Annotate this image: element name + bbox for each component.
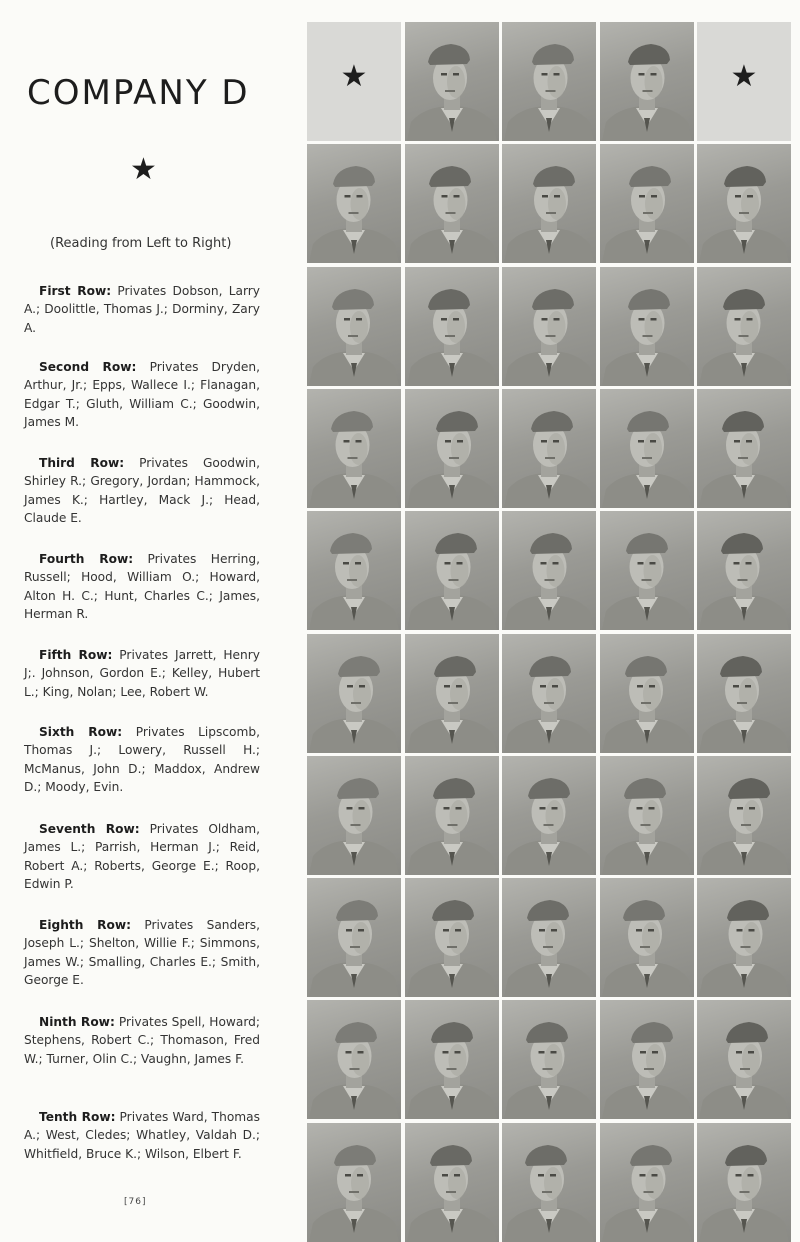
- row-label: Ninth Row:: [39, 1015, 115, 1029]
- soldier-portrait: [307, 389, 401, 508]
- portrait-photo: [502, 878, 596, 997]
- soldier-portrait: [697, 756, 791, 875]
- soldier-portrait: [405, 389, 499, 508]
- row-entry-first: [24, 282, 260, 337]
- row-label: Fifth Row:: [39, 648, 113, 662]
- portrait-photo: [697, 267, 791, 386]
- portrait-photo: [307, 634, 401, 753]
- soldier-portrait: [405, 878, 499, 997]
- soldier-portrait: [307, 1000, 401, 1119]
- soldier-portrait: [600, 756, 694, 875]
- row-label: Tenth Row:: [39, 1110, 116, 1124]
- star-ornament-icon: ★: [130, 152, 157, 187]
- portrait-photo: [502, 634, 596, 753]
- portrait-photo: [600, 389, 694, 508]
- page-number: [76]: [124, 1197, 147, 1207]
- soldier-portrait: [600, 634, 694, 753]
- row-label: Sixth Row:: [39, 725, 123, 739]
- portrait-photo: [600, 878, 694, 997]
- soldier-portrait: [502, 144, 596, 263]
- soldier-portrait: [307, 1123, 401, 1242]
- soldier-portrait: [502, 878, 596, 997]
- row-entry-fifth: [24, 646, 260, 701]
- portrait-photo: [697, 389, 791, 508]
- row-names: Privates Sanders, Joseph L.; Shelton, Willie F.; Simmons, James W.; Smalling, Charles E.; Smith, George E.: [24, 918, 260, 988]
- soldier-portrait: [502, 22, 596, 141]
- portrait-photo: [307, 1000, 401, 1119]
- portrait-photo: [307, 389, 401, 508]
- portrait-photo: [307, 144, 401, 263]
- row-names: Privates Dobson, Larry A.; Doolittle, Thomas J.; Dorminy, Zary A.: [24, 284, 261, 335]
- row-entry-tenth: [24, 1108, 260, 1163]
- portrait-photo: [697, 1123, 791, 1242]
- row-label: Fourth Row:: [39, 552, 134, 566]
- soldier-portrait: [307, 511, 401, 630]
- soldier-portrait: [600, 1123, 694, 1242]
- row-names: Privates Lipscomb, Thomas J.; Lowery, Russell H.; McManus, John D.; Maddox, Andrew D.; Moody, Evin.: [24, 725, 261, 795]
- row-label: Second Row:: [39, 360, 137, 374]
- row-label: First Row:: [39, 284, 112, 298]
- row-entry-ninth: [24, 1013, 260, 1068]
- portrait-photo: [405, 634, 499, 753]
- portrait-photo: [697, 878, 791, 997]
- portrait-photo: [600, 634, 694, 753]
- portrait-photo: [697, 1000, 791, 1119]
- portrait-photo: [600, 756, 694, 875]
- portrait-photo: [502, 1123, 596, 1242]
- portrait-photo: [307, 878, 401, 997]
- soldier-portrait: [502, 756, 596, 875]
- soldier-portrait: [600, 267, 694, 386]
- soldier-portrait: [502, 389, 596, 508]
- soldier-portrait: [502, 511, 596, 630]
- soldier-portrait: [600, 144, 694, 263]
- soldier-portrait: [697, 878, 791, 997]
- soldier-portrait: [697, 1000, 791, 1119]
- soldier-portrait: [307, 878, 401, 997]
- portrait-photo: [600, 1000, 694, 1119]
- soldier-portrait: [600, 1000, 694, 1119]
- reading-direction-note: (Reading from Left to Right): [50, 236, 232, 251]
- portrait-photo: [307, 267, 401, 386]
- row-label: Eighth Row:: [39, 918, 132, 932]
- portrait-photo: [405, 878, 499, 997]
- soldier-portrait: [405, 144, 499, 263]
- soldier-portrait: [307, 634, 401, 753]
- row-entry-fourth: [24, 550, 260, 624]
- soldier-portrait: [307, 756, 401, 875]
- page-title: COMPANY D: [27, 73, 250, 113]
- portrait-photo: [600, 144, 694, 263]
- portrait-photo: [502, 1000, 596, 1119]
- soldier-portrait: [405, 1000, 499, 1119]
- soldier-portrait: [697, 144, 791, 263]
- soldier-portrait: [600, 878, 694, 997]
- portrait-photo: [502, 511, 596, 630]
- portrait-photo: [405, 511, 499, 630]
- portrait-photo: [502, 756, 596, 875]
- portrait-photo: [502, 389, 596, 508]
- star-icon: ★: [730, 59, 758, 94]
- soldier-portrait: [502, 1000, 596, 1119]
- soldier-portrait: [697, 389, 791, 508]
- row-entry-second: [24, 358, 260, 432]
- portrait-photo: [697, 756, 791, 875]
- soldier-portrait: [697, 267, 791, 386]
- portrait-photo: [600, 22, 694, 141]
- portrait-photo: [405, 756, 499, 875]
- soldier-portrait: [600, 22, 694, 141]
- portrait-photo: [600, 267, 694, 386]
- portrait-photo: [307, 756, 401, 875]
- portrait-photo: [405, 22, 499, 141]
- portrait-photo: [502, 22, 596, 141]
- soldier-portrait: [600, 511, 694, 630]
- portrait-photo: [502, 267, 596, 386]
- row-entry-eighth: [24, 916, 260, 990]
- row-names: Privates Dryden, Arthur, Jr.; Epps, Wallece I.; Flanagan, Edgar T.; Gluth, William C.; Goodwin, James M.: [24, 360, 260, 430]
- soldier-portrait: [405, 267, 499, 386]
- row-entry-sixth: [24, 723, 260, 797]
- star-icon: ★: [340, 59, 368, 94]
- soldier-portrait: [697, 634, 791, 753]
- soldier-portrait: [697, 511, 791, 630]
- row-names: Privates Herring, Russell; Hood, William O.; Howard, Alton H. C.; Hunt, Charles C.; James, Herman R.: [24, 552, 260, 622]
- portrait-photo: [502, 144, 596, 263]
- row-entry-seventh: [24, 820, 260, 894]
- portrait-photo: [697, 634, 791, 753]
- soldier-portrait: [307, 267, 401, 386]
- portrait-photo: [600, 1123, 694, 1242]
- soldier-portrait: [405, 756, 499, 875]
- portrait-photo: [307, 511, 401, 630]
- star-ornament-cell: [697, 22, 791, 141]
- row-entry-third: [24, 454, 260, 528]
- portrait-photo: [697, 144, 791, 263]
- row-names: Privates Jarrett, Henry J;. Johnson, Gordon E.; Kelley, Hubert L.; King, Nolan; Lee, Robert W.: [24, 648, 260, 699]
- soldier-portrait: [502, 267, 596, 386]
- row-names: Privates Oldham, James L.; Parrish, Herman J.; Reid, Robert A.; Roberts, George E.; Roop, Edwin P.: [24, 822, 260, 892]
- portrait-photo: [405, 389, 499, 508]
- row-names: Privates Spell, Howard; Stephens, Robert C.; Thomason, Fred W.; Turner, Olin C.; Vaughn, James F.: [24, 1015, 261, 1066]
- soldier-portrait: [502, 1123, 596, 1242]
- soldier-portrait: [697, 1123, 791, 1242]
- soldier-portrait: [600, 389, 694, 508]
- portrait-photo: [405, 267, 499, 386]
- portrait-photo: [697, 511, 791, 630]
- portrait-photo: [405, 1123, 499, 1242]
- row-names: Privates Goodwin, Shirley R.; Gregory, Jordan; Hammock, James K.; Hartley, Mack J.; Head, Claude E.: [24, 456, 260, 526]
- soldier-portrait: [502, 634, 596, 753]
- portrait-photo: [405, 1000, 499, 1119]
- portrait-photo: [600, 511, 694, 630]
- portrait-photo: [307, 1123, 401, 1242]
- row-label: Third Row:: [39, 456, 125, 470]
- soldier-portrait: [405, 1123, 499, 1242]
- row-names: Privates Ward, Thomas A.; West, Cledes; Whatley, Valdah D.; Whitfield, Bruce K.; Wilson, Elbert F.: [24, 1110, 260, 1161]
- portrait-photo: [405, 144, 499, 263]
- soldier-portrait: [307, 144, 401, 263]
- row-label: Seventh Row:: [39, 822, 140, 836]
- soldier-portrait: [405, 511, 499, 630]
- star-ornament-cell: [307, 22, 401, 141]
- soldier-portrait: [405, 634, 499, 753]
- soldier-portrait: [405, 22, 499, 141]
